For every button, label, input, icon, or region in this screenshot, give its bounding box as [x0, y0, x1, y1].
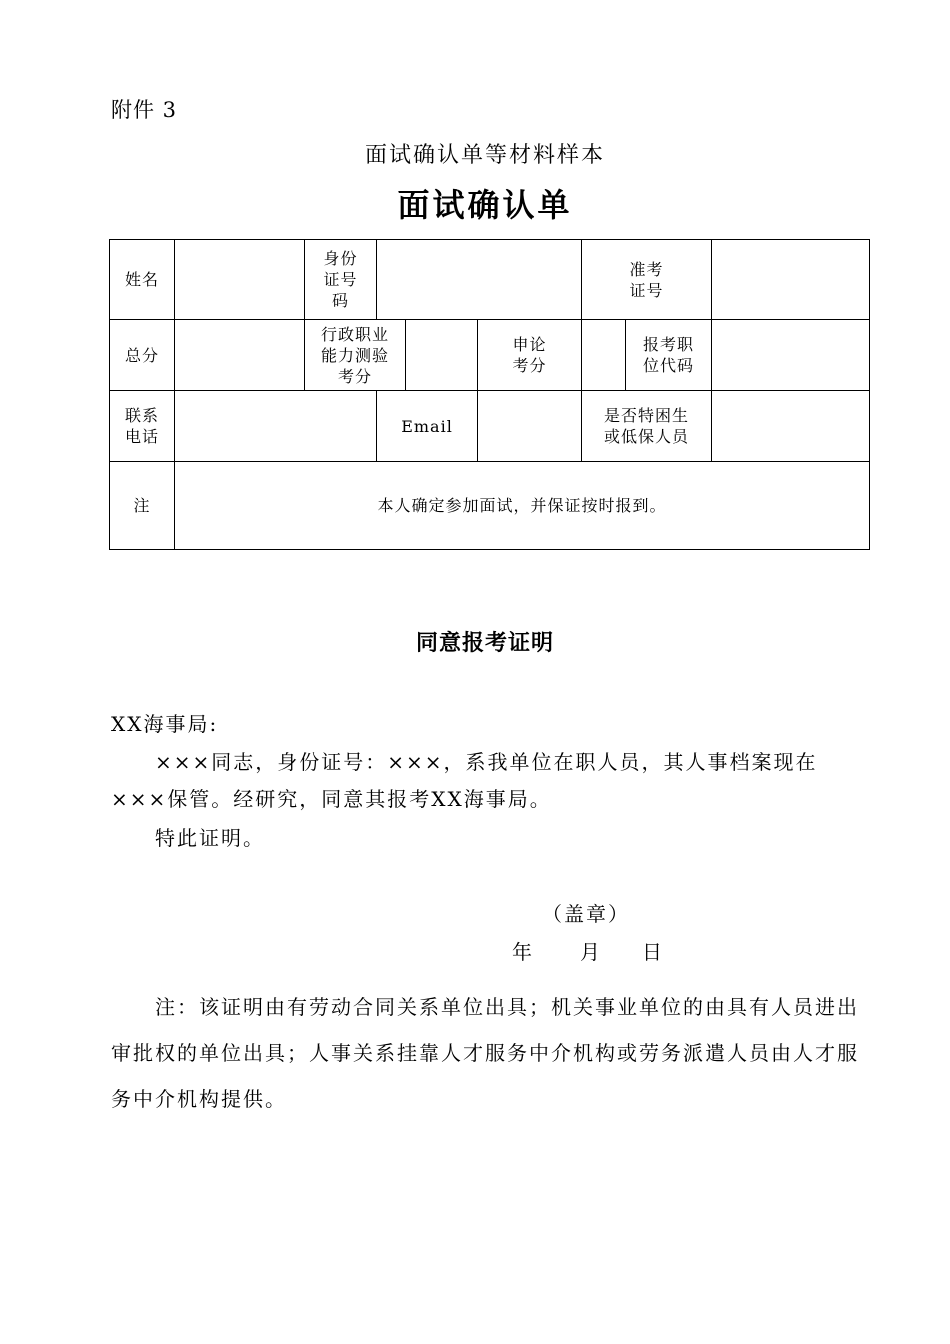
total-score-value-cell[interactable] — [175, 320, 305, 391]
date-month: 月 — [580, 940, 602, 964]
certificate-body: ×××同志，身份证号：×××，系我单位在职人员，其人事档案现在×××保管。经研究，同意其报考XX海事局。 — [111, 750, 818, 811]
poverty-status-value-cell[interactable] — [712, 391, 870, 462]
phone-value-cell[interactable] — [175, 391, 377, 462]
total-score-label: 总分 — [110, 320, 175, 391]
position-code-label: 报考职 位代码 — [626, 320, 712, 391]
date-year: 年 — [512, 940, 534, 964]
xingce-score-label: 行政职业 能力测验 考分 — [305, 320, 406, 391]
note-text: 本人确定参加面试，并保证按时报到。 — [175, 462, 870, 550]
xingce-score-value-cell[interactable] — [406, 320, 478, 391]
form-title: 面试确认单 — [397, 186, 573, 224]
id-number-label: 身份 证号 码 — [305, 240, 377, 320]
certificate-note: 注：该证明由有劳动合同关系单位出具；机关事业单位的由具有人员进出审批权的单位出具；人事关系挂靠人才服务中介机构或劳务派遣人员由人才服务中介机构提供。 — [111, 995, 859, 1111]
note-label: 注 — [110, 462, 175, 550]
email-value-cell[interactable] — [478, 391, 582, 462]
name-label: 姓名 — [110, 240, 175, 320]
phone-label: 联系 电话 — [110, 391, 175, 462]
seal-placeholder: （盖章） — [542, 902, 630, 926]
shenlun-score-label: 申论 考分 — [478, 320, 582, 391]
attachment-label: 附件 3 — [111, 98, 178, 122]
id-number-value-cell[interactable] — [377, 240, 582, 320]
interview-confirmation-table — [109, 239, 870, 550]
poverty-status-label: 是否特困生 或低保人员 — [582, 391, 712, 462]
exam-number-label: 准考 证号 — [582, 240, 712, 320]
date-line — [512, 936, 664, 965]
name-value-cell[interactable] — [175, 240, 305, 320]
date-day: 日 — [642, 940, 664, 964]
email-label: Email — [377, 391, 478, 462]
certificate-title: 同意报考证明 — [415, 630, 554, 656]
shenlun-score-value-cell[interactable] — [582, 320, 626, 391]
position-code-value-cell[interactable] — [712, 320, 870, 391]
certificate-closing: 特此证明。 — [155, 826, 265, 850]
document-subtitle: 面试确认单等材料样本 — [364, 143, 605, 168]
certificate-addressee: XX海事局: — [111, 712, 219, 736]
exam-number-value-cell[interactable] — [712, 240, 870, 320]
